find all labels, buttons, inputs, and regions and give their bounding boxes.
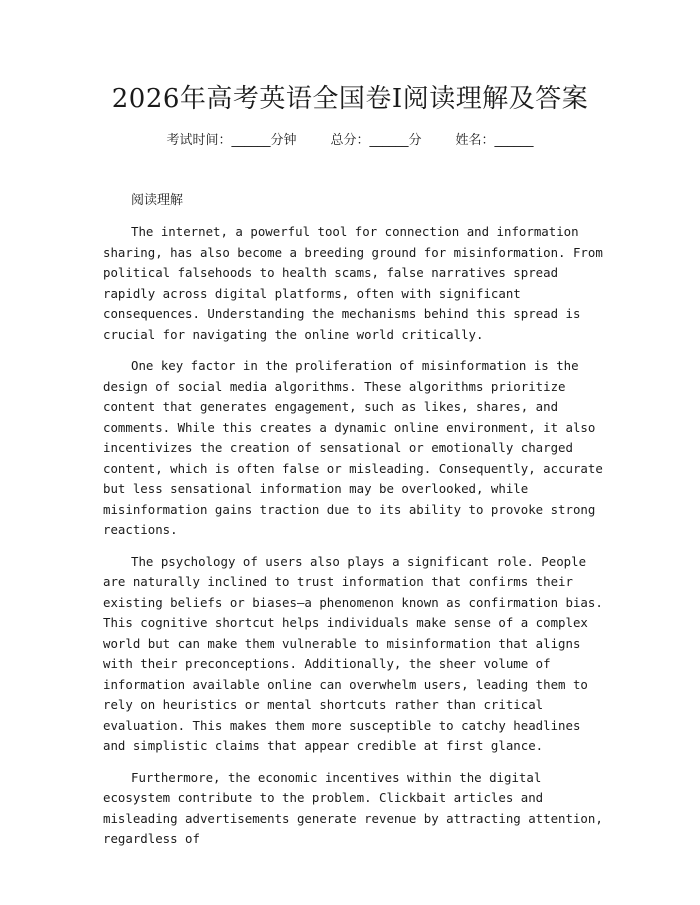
passage-paragraph-2: One key factor in the proliferation of misinformation is the design of social media algorithms. These algorithms prioritize content that generates engagement, such as likes, shares, and comments. While this creates a dynamic online environment, it also incentivizes the creation of sensational or emotionally charged content, which is often false or misleading. Consequently, accurate but less sensational information may be overlooked, while misinformation gains traction due to its ability to provoke strong reactions. <box>103 358 603 537</box>
passage-paragraph-1: The internet, a powerful tool for connection and information sharing, has also become a breeding ground for misinformation. From political falsehoods to health scams, false narratives spread rapidly across digital platforms, often with significant consequences. Understanding the mechanisms behind this spread is crucial for navigating the online world critically. <box>103 224 603 342</box>
exam-score-label: 总分：______分 <box>330 133 422 148</box>
passage-paragraph-3: The psychology of users also plays a significant role. People are naturally inclined to trust information that confirms their existing beliefs or biases—a phenomenon known as confirmation bias. This cognitive shortcut helps individuals make sense of a complex world but can make them vulnerable to misinformation that aligns with their preconceptions. Additionally, the sheer volume of information available online can overwhelm users, leading them to rely on heuristics or mental shortcuts rather than critical evaluation. This makes them more susceptible to catchy headlines and simplistic claims that appear credible at first glance. <box>103 553 603 753</box>
exam-time-label: 考试时间：______分钟 <box>166 133 297 148</box>
section-heading: 阅读理解 <box>131 193 184 208</box>
reading-passage <box>103 222 603 861</box>
page-title: 2026年高考英语全国卷Ⅰ阅读理解及答案 <box>111 84 589 114</box>
exam-meta <box>0 131 700 151</box>
exam-name-label: 姓名：______ <box>455 133 534 148</box>
passage-paragraph-4: Furthermore, the economic incentives within the digital ecosystem contribute to the problem. Clickbait articles and misleading advertisements generate revenue by attracting attention, regardless of <box>103 769 603 846</box>
